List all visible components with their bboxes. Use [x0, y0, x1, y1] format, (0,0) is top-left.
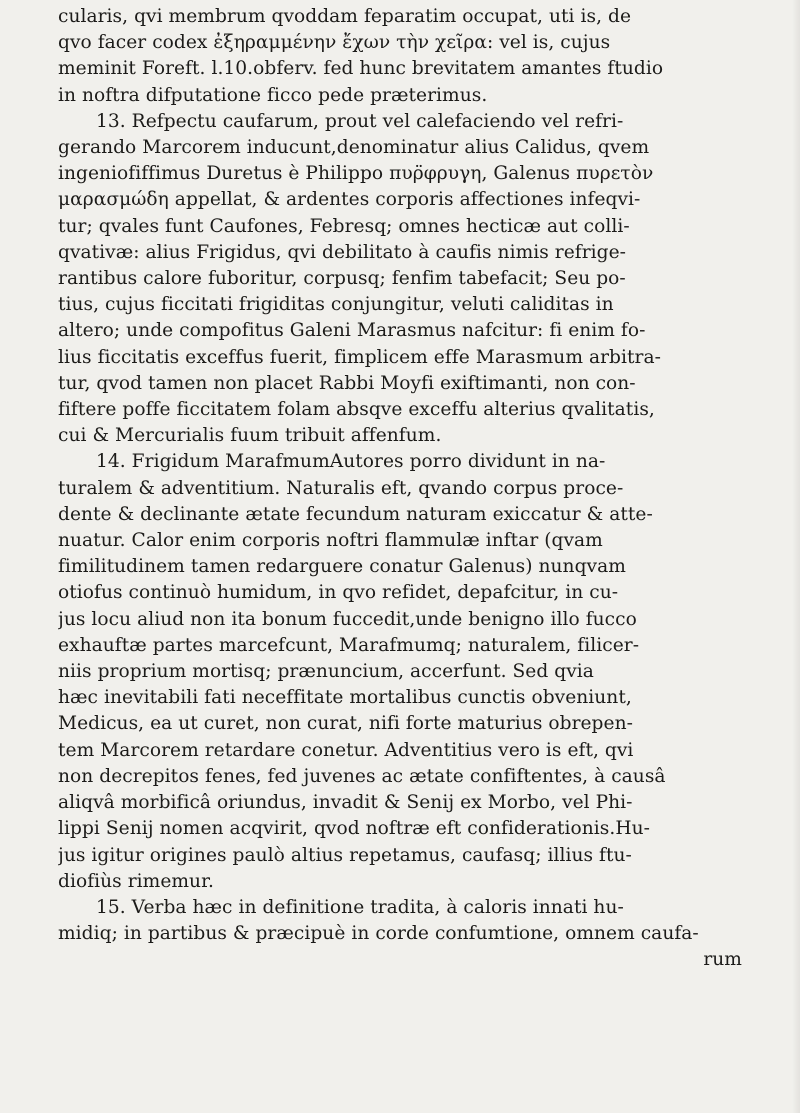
text-line: turalem & adventitium. Naturalis eft, qvando corpus proce-	[58, 477, 624, 499]
text-line: non decrepitos fenes, fed juvenes ac ӕtate confiftentes, à causâ	[58, 765, 666, 787]
text-line: jus igitur origines paulò altius repetamus, caufasq; illius ftu-	[58, 844, 632, 866]
text-line: exhauftӕ partes marcefcunt, Marafmumq; naturalem, filicer-	[58, 634, 640, 656]
text-line: Medicus, ea ut curet, non curat, nifi forte maturius obrepen-	[58, 713, 633, 735]
text-line: nuatur. Calor enim corporis noftri flammulӕ inftar (qvam	[58, 530, 603, 552]
text-line: ingeniofiffimus Duretus è Philippo πυρ̈φρυγη, Galenus πυρετὸν	[58, 163, 654, 185]
latin-text-block	[58, 4, 772, 974]
text-line: aliqvâ morbificâ oriundus, invadit & Senij ex Morbo, vel Phi-	[58, 792, 633, 814]
text-line: midiq; in partibus & prӕcipuè in corde confumtione, omnem caufa-	[58, 923, 699, 945]
text-line: tur, qvod tamen non placet Rabbi Moyfi exiftimanti, non con-	[58, 372, 636, 394]
text-line: cularis, qvi membrum qvoddam feparatim occupat, uti is, de	[58, 6, 631, 27]
text-line: meminit Foreft. l.10.obferv. fed hunc brevitatem amantes ftudio	[58, 58, 664, 80]
text-line: jus locu aliud non ita bonum fuccedit,unde benigno illo fucco	[58, 608, 637, 630]
page-edge-shadow	[792, 0, 800, 1113]
text-line: 15. Verba hӕc in definitione tradita, à caloris innati hu-	[96, 896, 624, 918]
text-line: in noftra difputatione ficco pede prӕterimus.	[58, 84, 488, 106]
catchword: rum	[703, 949, 742, 971]
text-line: altero; unde compofitus Galeni Marasmus nafcitur: fi enim fo-	[58, 320, 646, 342]
text-line: 13. Refpectu caufarum, prout vel calefaciendo vel refri-	[96, 110, 624, 132]
text-line: tem Marcorem retardare conetur. Adventitius vero is eft, qvi	[58, 739, 634, 761]
text-line: fimilitudinem tamen redarguere conatur Galenus) nunqvam	[58, 556, 626, 578]
text-line: lippi Senij nomen acqvirit, qvod noftrӕ eft confiderationis.Hu-	[58, 818, 650, 840]
text-line: otiofus continuò humidum, in qvo refidet, depafcitur, in cu-	[58, 582, 619, 604]
text-line: gerando Marcorem inducunt,denominatur alius Calidus, qvem	[58, 137, 650, 159]
text-line: qvativӕ: alius Frigidus, qvi debilitato à caufis nimis refrige-	[58, 241, 626, 263]
text-line: rantibus calore fuboritur, corpusq; fenfim tabefacit; Seu po-	[58, 268, 626, 290]
text-line: niis proprium mortisq; prӕnuncium, accerfunt. Sed qvia	[58, 661, 594, 683]
text-line: lius ficcitatis exceffus fuerit, fimplicem effe Marasmum arbitra-	[58, 346, 661, 368]
text-line: hӕc inevitabili fati neceffitate mortalibus cunctis obveniunt,	[58, 687, 632, 709]
text-line: diofiùs rimemur.	[58, 870, 214, 892]
text-line: tur; qvales funt Caufones, Febresq; omnes hecticӕ aut colli-	[58, 215, 630, 237]
text-line: μαρασμώδη appellat, & ardentes corporis affectiones infeqvi-	[58, 189, 641, 211]
text-line: cui & Mercurialis fuum tribuit affenfum.	[58, 425, 442, 447]
text-line: tius, cujus ficcitati frigiditas conjungitur, veluti caliditas in	[58, 294, 614, 316]
text-line: dente & declinante ӕtate fecundum naturam exiccatur & atte-	[58, 503, 653, 525]
text-line: qvo facer codex ἐξηραμμένην ἔχων τὴν χεῖρα: vel is, cujus	[58, 32, 611, 54]
text-line: 14. Frigidum MarafmumAutores porro dividunt in na-	[96, 451, 606, 473]
text-line: fiftere poffe ficcitatem folam absqve exceffu alterius qvalitatis,	[58, 399, 655, 421]
